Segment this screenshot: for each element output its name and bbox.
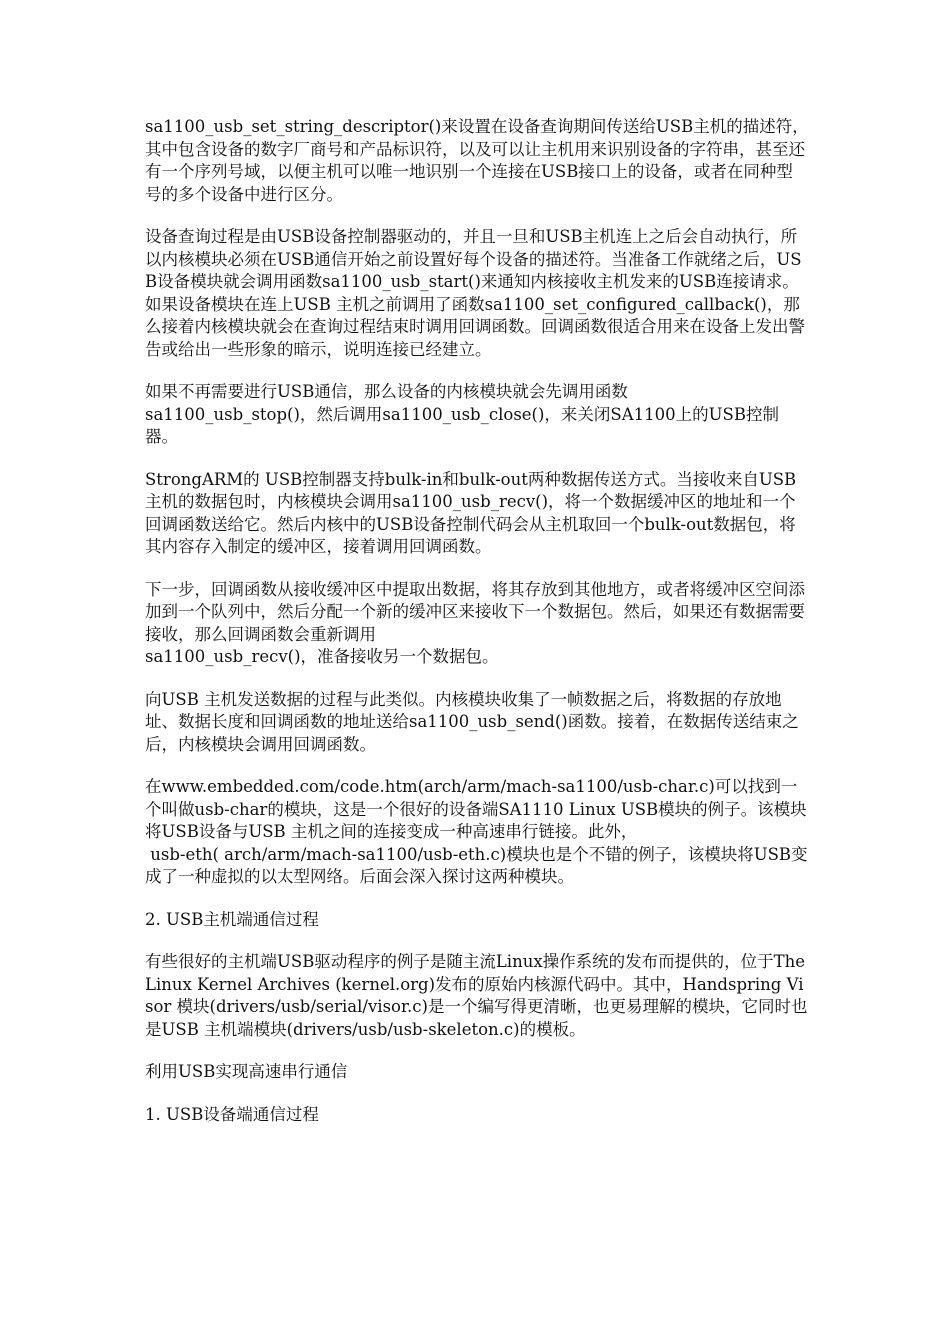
- document-body: [145, 116, 809, 1146]
- paragraph-device-enumeration: 设备查询过程是由USB设备控制器驱动的，并且一旦和USB主机连上之后会自动执行，所以内核模块必须在USB通信开始之前设置好每个设备的描述符。当准备工作就绪之后，USB设备模块就会调用函数sa1100_usb_start()来通知内核接收主机发来的USB连接请求。如果设备模块在连上USB 主机之前调用了函数sa1100_set_configured_callback()，那么接着内核模块就会在查询过程结束时调用回调函数。回调函数很适合用来在设备上发出警告或给出一些形象的暗示，说明连接已经建立。: [145, 227, 805, 359]
- paragraph-host-drivers: 有些很好的主机端USB驱动程序的例子是随主流Linux操作系统的发布而提供的，位于The Linux Kernel Archives (kernel.org)发布的原始内核源代码中。其中，Handspring Visor 模块(drivers/usb/serial/visor.c)是一个编写得更清晰，也更易理解的模块，它同时也是USB 主机端模块(drivers/usb/usb-skeleton.c)的模板。: [145, 952, 811, 1039]
- paragraph-callback-receive: 下一步，回调函数从接收缓冲区中提取出数据，将其存放到其他地方，或者将缓冲区空间添加到一个队列中，然后分配一个新的缓冲区来接收下一个数据包。然后，如果还有数据需要接收，那么回调函数会重新调用 sa1100_usb_recv()，准备接收另一个数据包。: [145, 579, 805, 666]
- paragraph-string-descriptor: sa1100_usb_set_string_descriptor()来设置在设备查询期间传送给USB主机的描述符，其中包含设备的数字厂商号和产品标识符，以及可以让主机用来识别设备的字符串，甚至还有一个序列号域，以便主机可以唯一地识别一个连接在USB接口上的设备，或者在同种型号的多个设备中进行区分。: [145, 117, 809, 204]
- paragraph-usb-close: 如果不再需要进行USB通信，那么设备的内核模块就会先调用函数 sa1100_usb_stop()，然后调用sa1100_usb_close()，来关闭SA1100上的USB控制器。: [145, 382, 779, 446]
- paragraph-bulk-transfer: StrongARM的 USB控制器支持bulk-in和bulk-out两种数据传送方式。当接收来自USB主机的数据包时，内核模块会调用sa1100_usb_recv()，将一个数据缓冲区的地址和一个回调函数送给它。然后内核中的USB设备控制代码会从主机取回一个bulk-out数据包，将其内容存入制定的缓冲区，接着调用回调函数。: [145, 469, 797, 556]
- section-heading-host-side: 2. USB主机端通信过程: [145, 909, 319, 929]
- document-title: 利用USB实现高速串行通信: [145, 1062, 348, 1081]
- section-heading-device-side: 1. USB设备端通信过程: [145, 1104, 319, 1124]
- paragraph-send-data: 向USB 主机发送数据的过程与此类似。内核模块收集了一帧数据之后，将数据的存放地址、数据长度和回调函数的地址送给sa1100_usb_send()函数。接着，在数据传送结束之后，内核模块会调用回调函数。: [145, 689, 799, 754]
- paragraph-usb-char-module: 在www.embedded.com/code.htm(arch/arm/mach-sa1100/usb-char.c)可以找到一个叫做usb-char的模块，这是一个很好的设备端SA1110 Linux USB模块的例子。该模块将USB设备与USB 主机之间的连接变成一种高速串行链接。此外， usb-eth( arch/arm/mach-sa1100/usb-eth.c)模块也是个不错的例子，该模块将USB变成了一种虚拟的以太型网络。后面会深入探讨这两种模块。: [145, 777, 808, 886]
